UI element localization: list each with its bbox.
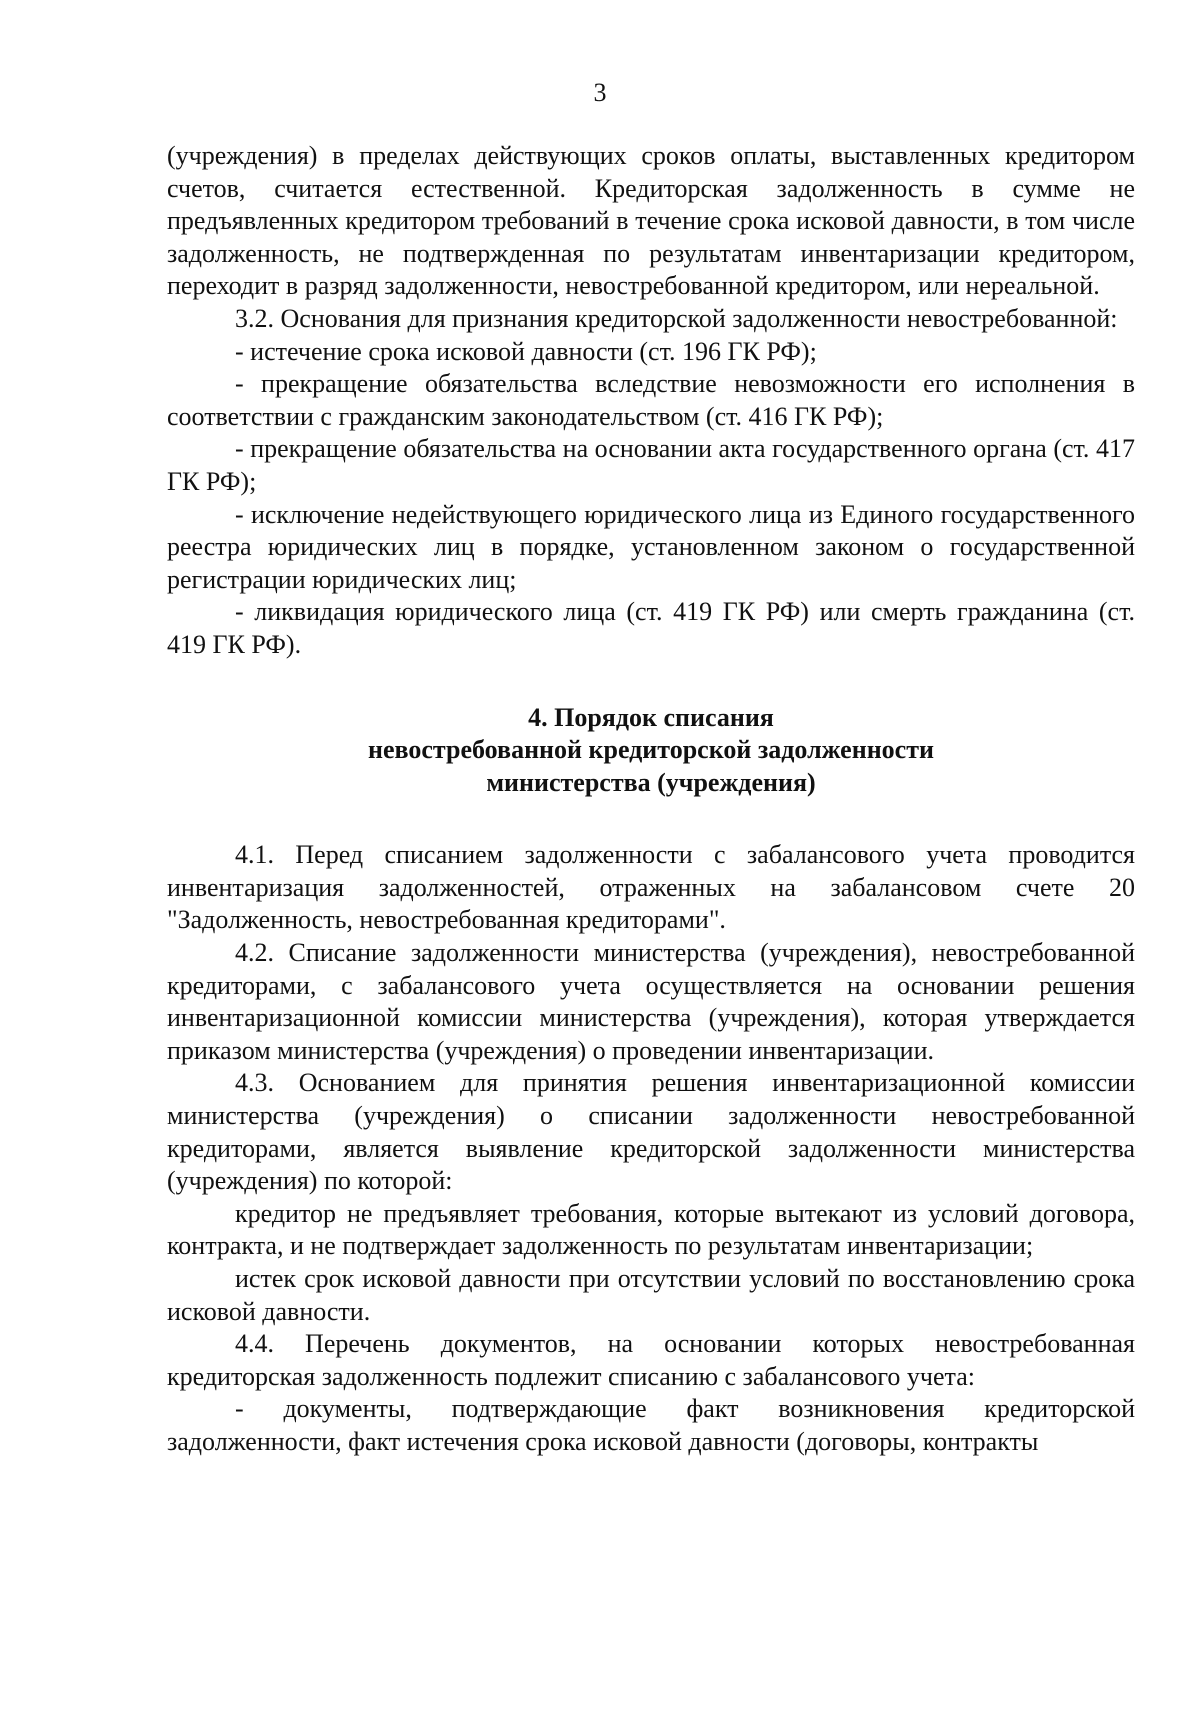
paragraph-4-4: 4.4. Перечень документов, на основании которых невостребованная кредиторская задолженность подлежит списанию с забалансового учета: [167, 1329, 1135, 1391]
list-item-liquidation: - ликвидация юридического лица (ст. 419 ГК РФ) или смерть гражданина (ст. 419 ГК РФ). [167, 597, 1135, 659]
paragraph-continuation: (учреждения) в пределах действующих сроков оплаты, выставленных кредитором счетов, считается естественной. Кредиторская задолженность в сумме не предъявленных кредитором требований в течение срока исковой давности, в том числе задолженность, не подтвержденная по результатам инвентаризации кредитором, переходит в разряд задолженности, невостребованной кредитором, или нереальной. [167, 141, 1135, 301]
paragraph-creditor-no-claim: кредитор не предъявляет требования, которые вытекают из условий договора, контракта, и не подтверждает задолженность по результатам инвентаризации; [167, 1198, 1135, 1261]
heading-line-1: 4. Порядок списания [528, 702, 774, 732]
document-body [167, 140, 1135, 1459]
list-item-impossibility: - прекращение обязательства вследствие невозможности его исполнения в соответствии с гражданским законодательством (ст. 416 ГК РФ); [167, 369, 1135, 431]
paragraph-4-2: 4.2. Списание задолженности министерства (учреждения), невостребованной кредиторами, с забалансового учета осуществляется на основании решения инвентаризационной комиссии министерства (учреждения), которая утверждается приказом министерства (учреждения) о проведении инвентаризации. [167, 938, 1135, 1065]
list-item-documents: - документы, подтверждающие факт возникновения кредиторской задолженности, факт истечения срока исковой давности (договоры, контракты [167, 1394, 1135, 1456]
paragraph-limitation-expired: истек срок исковой давности при отсутствии условий по восстановлению срока исковой давности. [167, 1264, 1135, 1326]
list-item-state-act: - прекращение обязательства на основании акта государственного органа (ст. 417 ГК РФ); [167, 434, 1135, 496]
paragraph-3-2: 3.2. Основания для признания кредиторской задолженности невостребованной: [235, 303, 1118, 333]
paragraph-4-1: 4.1. Перед списанием задолженности с забалансового учета проводится инвентаризация задолженностей, отраженных на забалансовом счете 20 "Задолженность, невостребованная кредиторами". [167, 840, 1135, 935]
page-number: 3 [593, 78, 607, 107]
heading-line-2: невостребованной кредиторской задолженности [368, 735, 934, 765]
section-4-heading [167, 702, 1135, 800]
heading-line-3: министерства (учреждения) [486, 767, 816, 797]
paragraph-4-3: 4.3. Основанием для принятия решения инвентаризационной комиссии министерства (учреждения) о списании задолженности невостребованной кредиторами, является выявление кредиторской задолженности министерства (учреждения) по которой: [167, 1068, 1135, 1196]
list-item-registry-exclusion: - исключение недействующего юридического лица из Единого государственного реестра юридических лиц в порядке, установленном законом о государственной регистрации юридических лиц; [167, 499, 1135, 594]
list-item-statute-limitation: - истечение срока исковой давности (ст. 196 ГК РФ); [235, 336, 817, 366]
